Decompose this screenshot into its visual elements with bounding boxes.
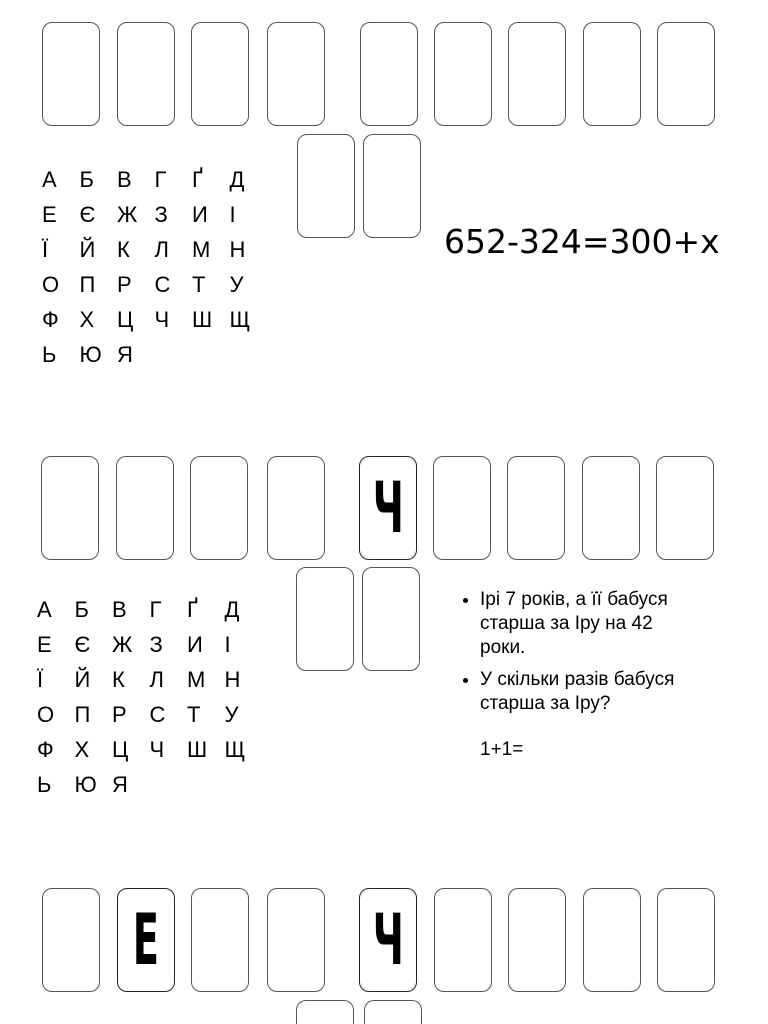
alphabet-grid bbox=[37, 598, 262, 797]
answer-card[interactable] bbox=[42, 888, 100, 992]
answer-card[interactable] bbox=[191, 22, 249, 126]
alphabet-letter: Л bbox=[149, 667, 164, 692]
alphabet-letter: І bbox=[224, 632, 231, 657]
answer-card[interactable] bbox=[297, 134, 355, 238]
alphabet-letter: Е bbox=[42, 202, 57, 227]
alphabet-letter: Щ bbox=[229, 307, 251, 332]
answer-card-filled[interactable] bbox=[359, 456, 417, 560]
answer-card-filled[interactable] bbox=[359, 888, 417, 992]
answer-card[interactable] bbox=[508, 22, 566, 126]
answer-card[interactable] bbox=[583, 888, 641, 992]
alphabet-letter: Ґ bbox=[187, 597, 198, 622]
alphabet-letter: Ц bbox=[117, 307, 134, 332]
alphabet-letter: Ь bbox=[42, 342, 57, 367]
alphabet-letter: Ж bbox=[117, 202, 138, 227]
alphabet-letter: У bbox=[224, 702, 239, 727]
alphabet-letter: У bbox=[229, 272, 244, 297]
alphabet-letter: Ш bbox=[187, 737, 208, 762]
alphabet-letter: Р bbox=[117, 272, 132, 297]
alphabet-letter: Д bbox=[224, 597, 240, 622]
answer-card[interactable] bbox=[657, 888, 715, 992]
alphabet-letter: Є bbox=[74, 632, 91, 657]
alphabet-letter: Г bbox=[154, 167, 167, 192]
answer-card[interactable] bbox=[296, 1000, 354, 1024]
alphabet-letter: Ї bbox=[42, 237, 49, 262]
alphabet-letter: Н bbox=[224, 667, 241, 692]
math-equation: 652-324=300+x bbox=[444, 222, 720, 261]
alphabet-letter: Ю bbox=[74, 772, 97, 797]
alphabet-letter: С bbox=[149, 702, 166, 727]
alphabet-letter: Б bbox=[79, 167, 94, 192]
alphabet-letter: В bbox=[112, 597, 127, 622]
alphabet-letter: И bbox=[187, 632, 203, 657]
card-letter: Ч bbox=[372, 899, 404, 981]
answer-card[interactable] bbox=[267, 888, 325, 992]
answer-card[interactable] bbox=[434, 22, 492, 126]
answer-card[interactable] bbox=[267, 22, 325, 126]
alphabet-letter: К bbox=[117, 237, 130, 262]
alphabet-letter: Щ bbox=[224, 737, 246, 762]
answer-card[interactable] bbox=[267, 456, 325, 560]
alphabet-letter: Ч bbox=[149, 737, 165, 762]
answer-card[interactable] bbox=[507, 456, 565, 560]
alphabet-letter: С bbox=[154, 272, 171, 297]
alphabet-letter: І bbox=[229, 202, 236, 227]
alphabet-letter: Р bbox=[112, 702, 127, 727]
answer-card[interactable] bbox=[656, 456, 714, 560]
answer-card[interactable] bbox=[582, 456, 640, 560]
alphabet-letter: О bbox=[37, 702, 55, 727]
problem-question: • У скільки разів бабуся старша за Іру? bbox=[480, 668, 702, 716]
answer-card[interactable] bbox=[296, 567, 354, 671]
answer-card[interactable] bbox=[434, 888, 492, 992]
answer-card[interactable] bbox=[117, 22, 175, 126]
alphabet-letter: Л bbox=[154, 237, 169, 262]
alphabet-letter: А bbox=[42, 167, 57, 192]
answer-card[interactable] bbox=[42, 22, 100, 126]
answer-card[interactable] bbox=[41, 456, 99, 560]
alphabet-letter: З bbox=[149, 632, 163, 657]
alphabet-letter: Х bbox=[74, 737, 90, 762]
alphabet-letter: Я bbox=[117, 342, 133, 367]
answer-card[interactable] bbox=[363, 134, 421, 238]
alphabet-letter: Й bbox=[74, 667, 91, 692]
alphabet-letter: Т bbox=[187, 702, 201, 727]
answer-card[interactable] bbox=[433, 456, 491, 560]
alphabet-letter: Ґ bbox=[192, 167, 203, 192]
problem-statement: • Ірі 7 років, а її бабуся старша за Іру на 42 роки. bbox=[480, 588, 702, 660]
alphabet-letter: Ш bbox=[192, 307, 213, 332]
alphabet-letter: М bbox=[187, 667, 206, 692]
alphabet-grid bbox=[42, 168, 267, 367]
word-problem bbox=[462, 588, 702, 762]
alphabet-letter: Т bbox=[192, 272, 206, 297]
answer-card[interactable] bbox=[364, 1000, 422, 1024]
alphabet-letter: Ь bbox=[37, 772, 52, 797]
alphabet-letter: Є bbox=[79, 202, 96, 227]
alphabet-letter: Ч bbox=[154, 307, 170, 332]
alphabet-letter: Я bbox=[112, 772, 128, 797]
card-letter: Ч bbox=[372, 467, 404, 549]
alphabet-letter: Х bbox=[79, 307, 95, 332]
alphabet-letter: Ж bbox=[112, 632, 133, 657]
alphabet-letter: Е bbox=[37, 632, 52, 657]
alphabet-letter: О bbox=[42, 272, 60, 297]
alphabet-letter: Ц bbox=[112, 737, 129, 762]
alphabet-letter: Г bbox=[149, 597, 162, 622]
answer-card[interactable] bbox=[360, 22, 418, 126]
alphabet-letter: К bbox=[112, 667, 125, 692]
answer-card[interactable] bbox=[657, 22, 715, 126]
alphabet-letter: Б bbox=[74, 597, 89, 622]
answer-card-filled[interactable] bbox=[117, 888, 175, 992]
alphabet-letter: Ф bbox=[42, 307, 59, 332]
alphabet-letter: Ї bbox=[37, 667, 44, 692]
alphabet-letter: Н bbox=[229, 237, 246, 262]
alphabet-letter: З bbox=[154, 202, 168, 227]
card-letter: Е bbox=[132, 899, 160, 981]
alphabet-letter: А bbox=[37, 597, 52, 622]
alphabet-letter: Д bbox=[229, 167, 245, 192]
answer-card[interactable] bbox=[191, 888, 249, 992]
alphabet-letter: Ю bbox=[79, 342, 102, 367]
answer-card[interactable] bbox=[508, 888, 566, 992]
problem-answer: 1+1= bbox=[480, 739, 524, 760]
answer-card[interactable] bbox=[190, 456, 248, 560]
answer-card[interactable] bbox=[583, 22, 641, 126]
alphabet-letter: М bbox=[192, 237, 211, 262]
alphabet-letter: В bbox=[117, 167, 132, 192]
alphabet-letter: Ф bbox=[37, 737, 54, 762]
alphabet-letter: Й bbox=[79, 237, 96, 262]
alphabet-letter: П bbox=[74, 702, 91, 727]
answer-card[interactable] bbox=[362, 567, 420, 671]
answer-card[interactable] bbox=[116, 456, 174, 560]
alphabet-letter: И bbox=[192, 202, 208, 227]
alphabet-letter: П bbox=[79, 272, 96, 297]
